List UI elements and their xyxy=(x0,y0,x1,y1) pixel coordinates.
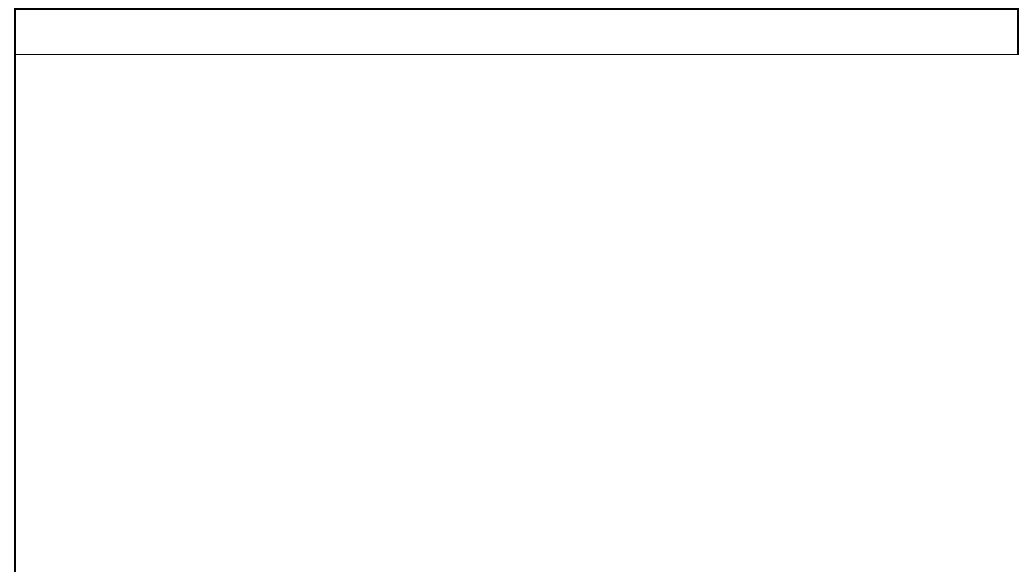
schedule-title-row xyxy=(16,10,1019,55)
schedule-sheet xyxy=(14,8,1019,572)
